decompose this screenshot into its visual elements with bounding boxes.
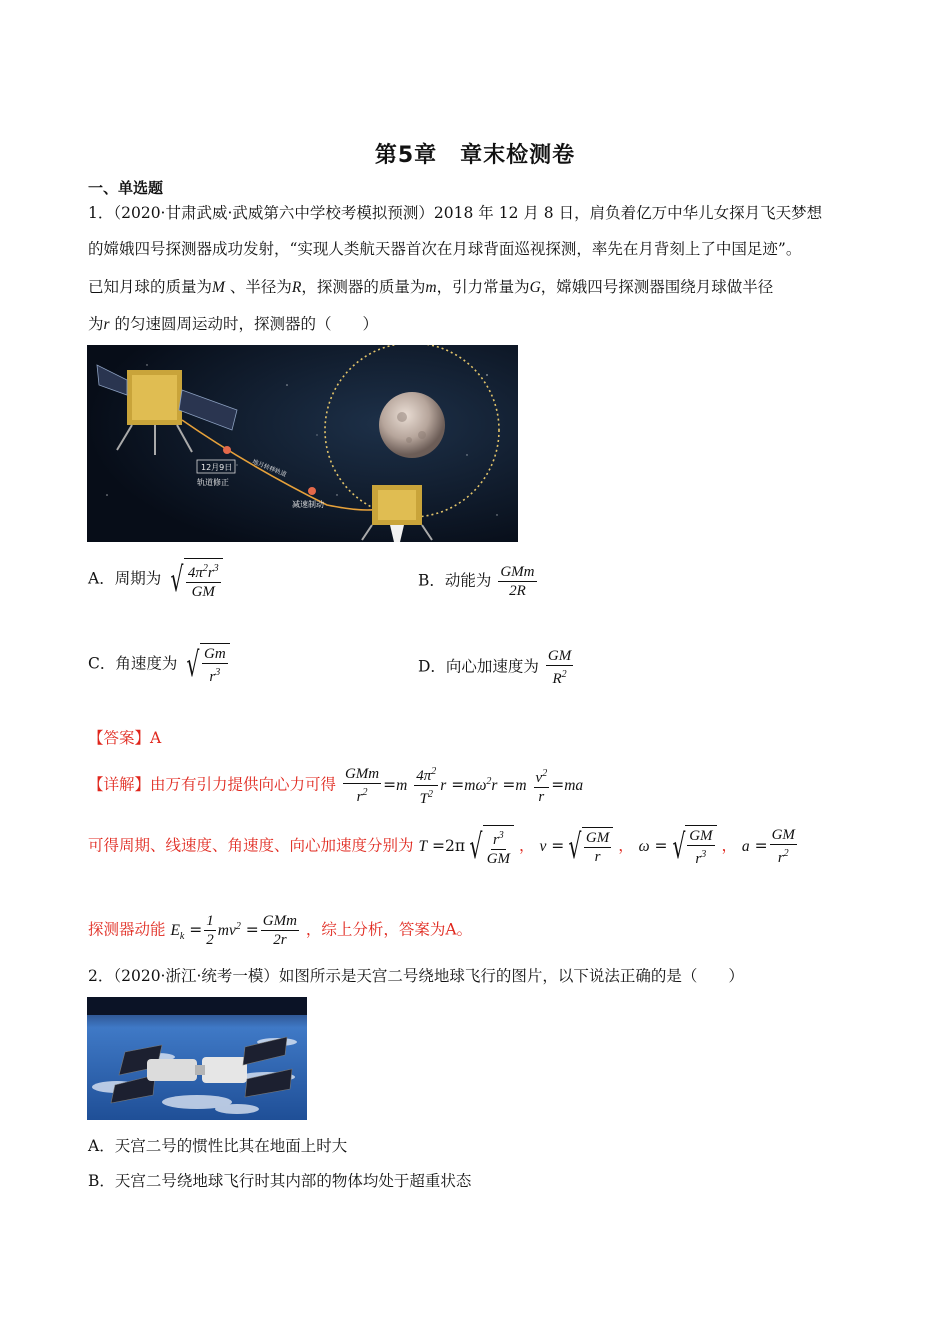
- q2-line1: 2．（2020·浙江·统考一模）如图所示是天宫二号绕地球飞行的图片，以下说法正确的是（ ）: [88, 967, 744, 985]
- change4-probe-image: [87, 345, 518, 542]
- img-date-label: 12月9日: [201, 463, 233, 472]
- option-c[interactable]: C．角速度为 √ $\frac{Gm}{r^3}$: [88, 643, 230, 686]
- page-title: 第5章 章末检测卷: [374, 143, 576, 168]
- q1-detail: 【详解】由万有引力提供向心力可得 $\frac{\text{GMm}}{r^2}$ =m $\frac{4\pi^2}{T^2}$ $r =m\omega^2r =m$ $\frac{v^2}{r}$ =ma: [88, 763, 583, 808]
- q1-line2: 的嫦娥四号探测器成功发射，“实现人类航天器首次在月球背面巡视探测，率先在月背刻上了中国足迹”。: [88, 240, 802, 258]
- q1-detail-line3: 探测器动能 $E_k$ = $\frac{1}{2}$ $mv^2$ = $\frac{\text{GMm}}{2r}$ ，综上分析，答案为A。: [88, 913, 473, 948]
- q2-option-a[interactable]: A．天宫二号的惯性比其在地面上时大: [88, 1137, 348, 1155]
- img-transfer-label: 地月转移轨道: [251, 458, 288, 479]
- section-heading: 一、单选题: [88, 179, 164, 197]
- q1-detail-line2: 可得周期、线速度、角速度、向心加速度分别为 T =2π √ $\frac{r^3}{GM}$ ， v = √ $\frac{GM}{r}$ ， ω = √ $\frac{GM}{r^3}$ ， a = $\frac{GM}{r^2}$: [88, 826, 795, 867]
- option-d[interactable]: D．向心加速度为 $\frac{GM}{R^2}$: [418, 648, 572, 687]
- q2-option-b[interactable]: B．天宫二号绕地球飞行时其内部的物体均处于超重状态: [88, 1172, 472, 1190]
- option-b[interactable]: B．动能为 $\frac{\text{GMm}}{2R}$: [418, 564, 535, 599]
- option-a[interactable]: A．周期为 √ $\frac{4\pi^2r^3}{GM}$: [88, 558, 223, 601]
- q1-line1: 1．（2020·甘肃武威·武威第六中学校考模拟预测）2018 年 12 月 8 日，肩负着亿万中华儿女探月飞天梦想: [88, 204, 823, 222]
- q1-answer: 【答案】A: [88, 729, 162, 747]
- q1-line4: 为r 的匀速圆周运动时，探测器的（ ）: [88, 315, 379, 333]
- q1-line3: 已知月球的质量为M 、半径为R，探测器的质量为m，引力常量为G，嫦娥四号探测器围绕月球做半径: [88, 278, 774, 296]
- img-correction-label: 轨道修正: [197, 478, 229, 487]
- tiangong2-image: [87, 997, 307, 1120]
- img-brake-label: 减速制动: [292, 500, 324, 509]
